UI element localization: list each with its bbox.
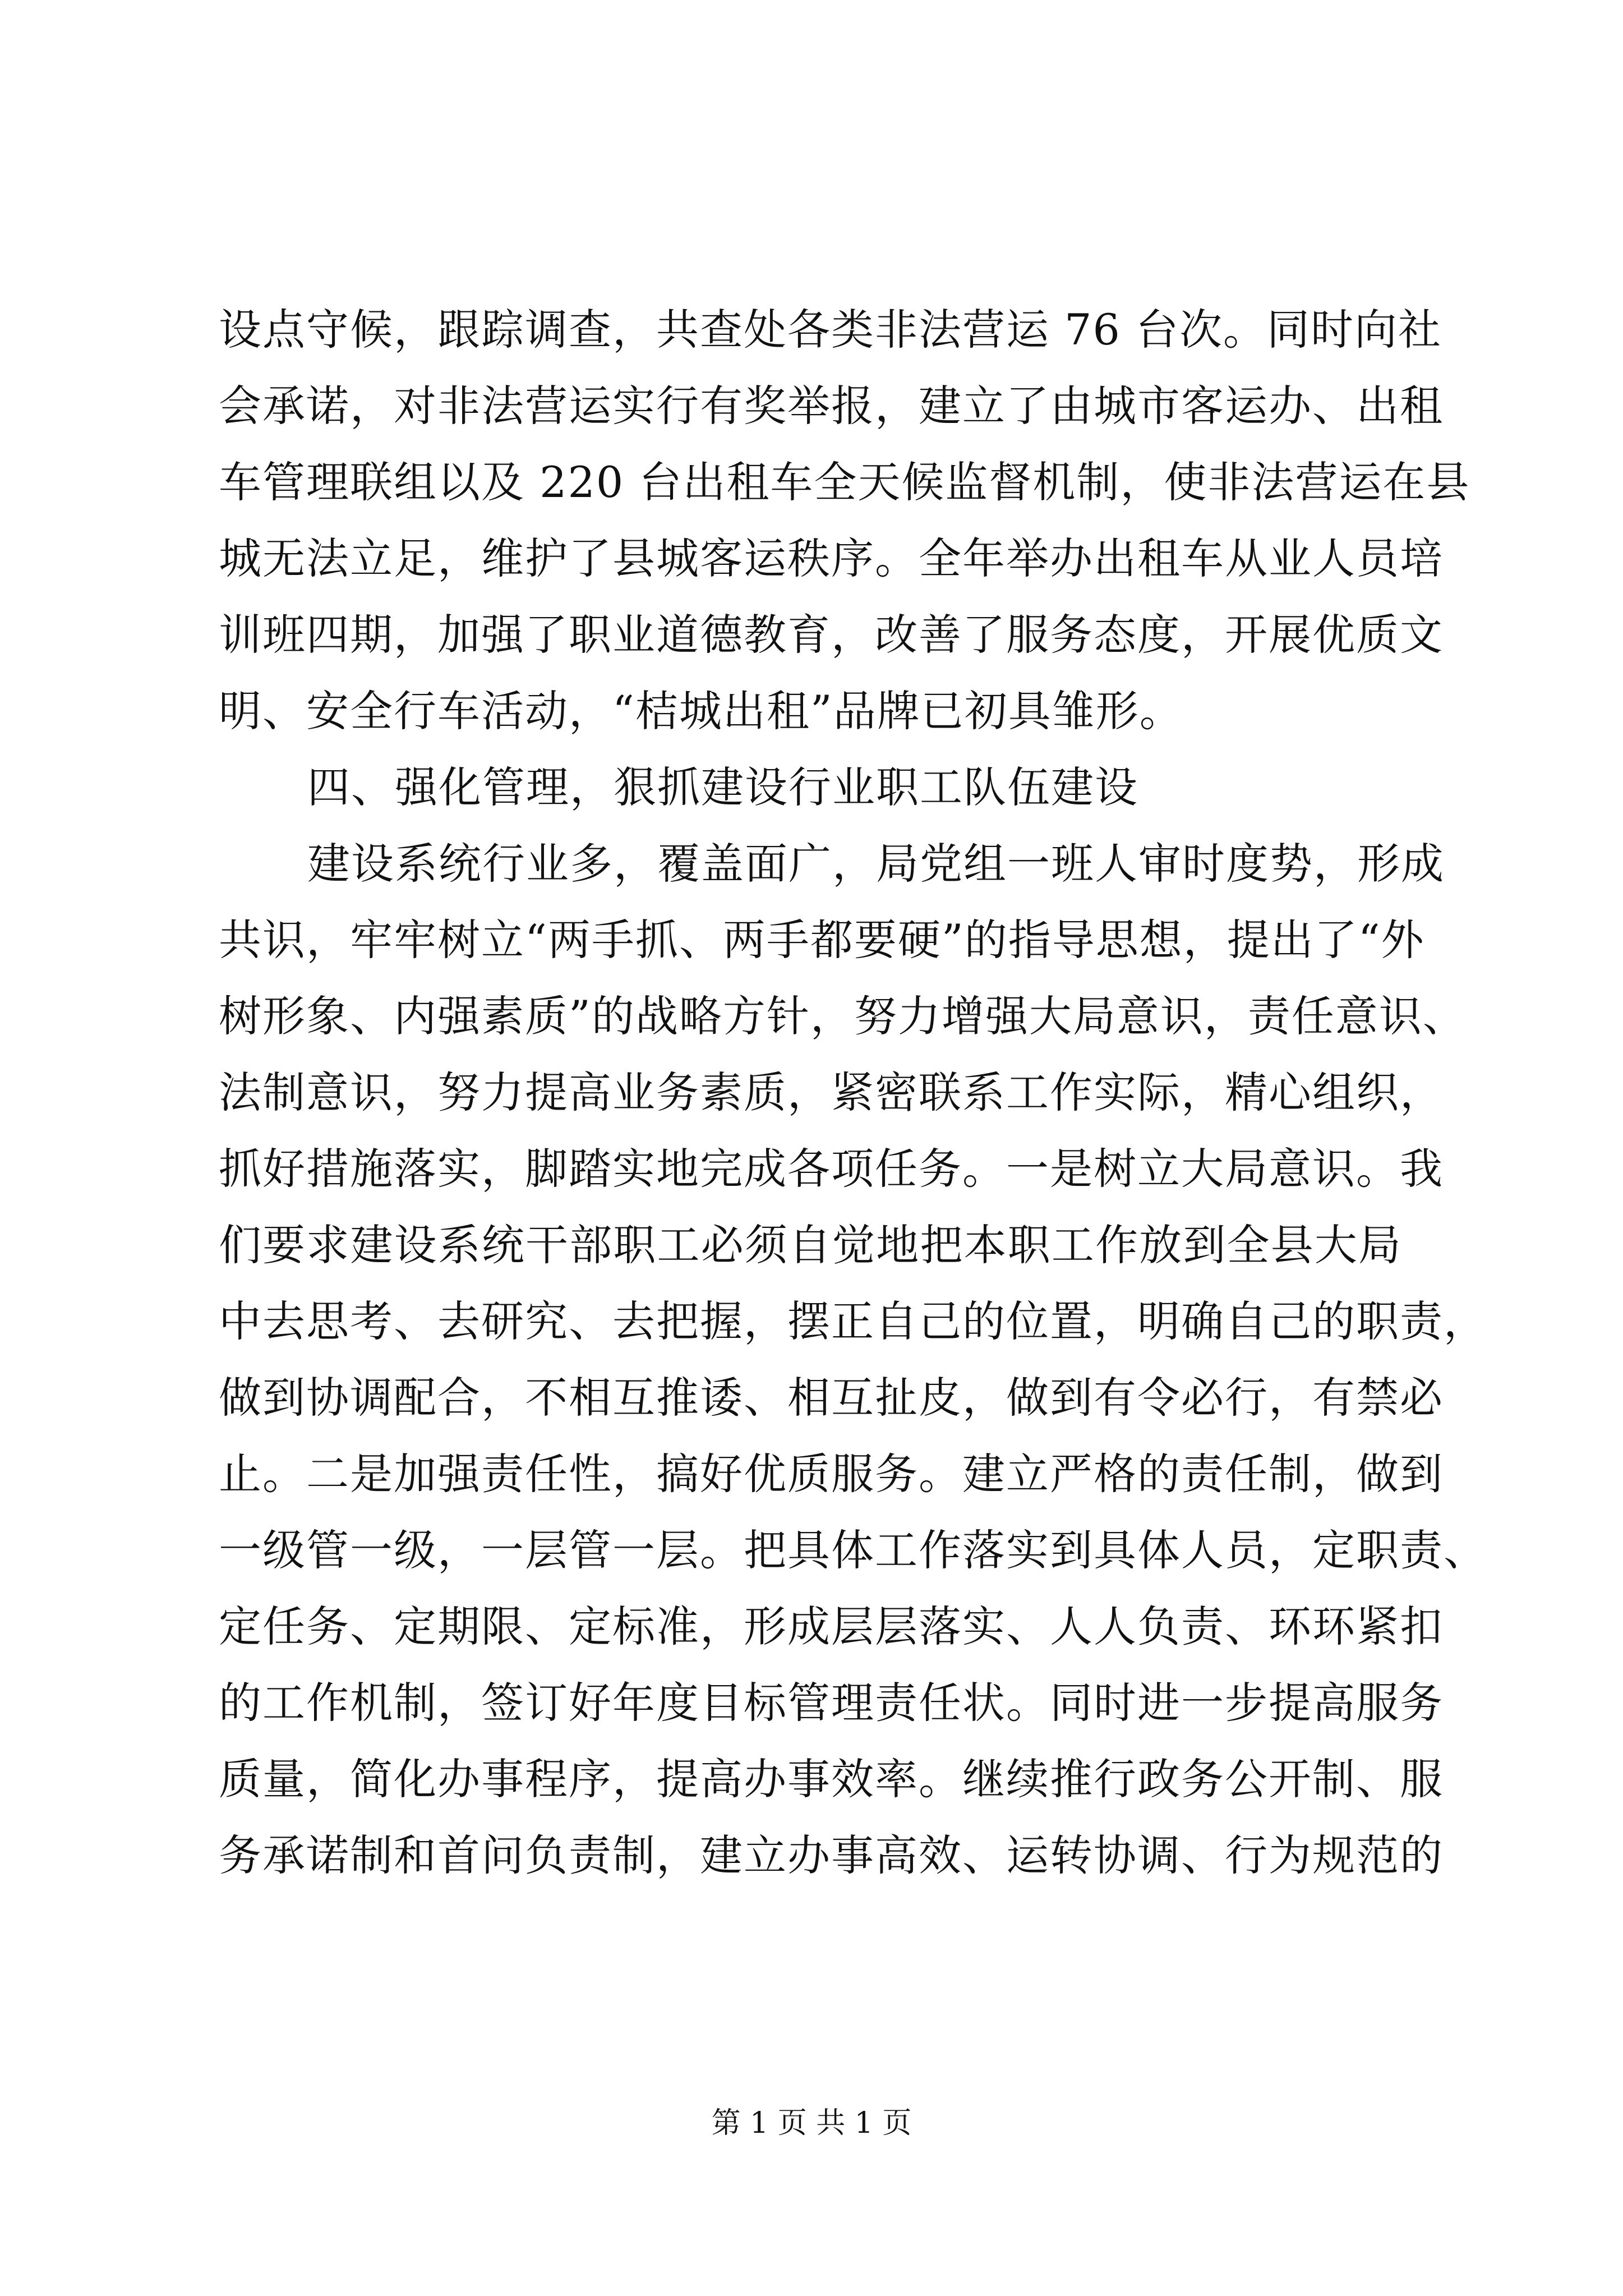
text-line: 的工作机制，签订好年度目标管理责任状。同时进一步提高服务 bbox=[219, 1678, 1444, 1728]
text-line: 车管理联组以及 220 台出租车全天候监督机制，使非法营运在县 bbox=[219, 457, 1470, 507]
text-line: 抓好措施落实，脚踏实地完成各项任务。一是树立大局意识。我 bbox=[219, 1144, 1444, 1194]
text-line: 务承诺制和首问负责制，建立办事高效、运转协调、行为规范的 bbox=[219, 1830, 1444, 1880]
text-line: 做到协调配合，不相互推诿、相互扯皮，做到有令必行，有禁必 bbox=[219, 1373, 1444, 1423]
text-line: 设点守候，跟踪调查，共查处各类非法营运 76 台次。同时向社 bbox=[219, 305, 1442, 355]
text-line: 定任务、定期限、定标准，形成层层落实、人人负责、环环紧扣 bbox=[219, 1602, 1444, 1651]
text-line: 训班四期，加强了职业道德教育，改善了服务态度，开展优质文 bbox=[219, 610, 1444, 660]
text-line: 明、安全行车活动，“桔城出租”品牌已初具雏形。 bbox=[219, 686, 1183, 736]
text-line: 共识，牢牢树立“两手抓、两手都要硬”的指导思想，提出了“外 bbox=[219, 915, 1425, 965]
section-heading: 四、强化管理，狠抓建设行业职工队伍建设 bbox=[307, 762, 1138, 812]
page-footer: 第 1 页 共 1 页 bbox=[711, 2106, 912, 2140]
text-line: 中去思考、去研究、去把握，摆正自己的位置，明确自己的职责， bbox=[219, 1296, 1487, 1346]
text-line: 会承诺，对非法营运实行有奖举报，建立了由城市客运办、出租 bbox=[219, 381, 1444, 431]
document-body bbox=[219, 292, 1487, 1894]
text-line: 法制意识，努力提高业务素质，紧密联系工作实际，精心组织， bbox=[219, 1068, 1444, 1117]
text-line: 城无法立足，维护了县城客运秩序。全年举办出租车从业人员培 bbox=[219, 533, 1444, 583]
text-line: 树形象、内强素质”的战略方针，努力增强大局意识，责任意识、 bbox=[219, 991, 1467, 1041]
text-line: 一级管一级，一层管一层。把具体工作落实到具体人员，定职责、 bbox=[219, 1525, 1487, 1575]
text-line: 建设系统行业多，覆盖面广，局党组一班人审时度势，形成 bbox=[307, 839, 1445, 889]
text-line: 止。二是加强责任性，搞好优质服务。建立严格的责任制，做到 bbox=[219, 1449, 1444, 1499]
text-line: 质量，简化办事程序，提高办事效率。继续推行政务公开制、服 bbox=[219, 1754, 1444, 1804]
text-line: 们要求建设系统干部职工必须自觉地把本职工作放到全县大局 bbox=[219, 1220, 1402, 1270]
